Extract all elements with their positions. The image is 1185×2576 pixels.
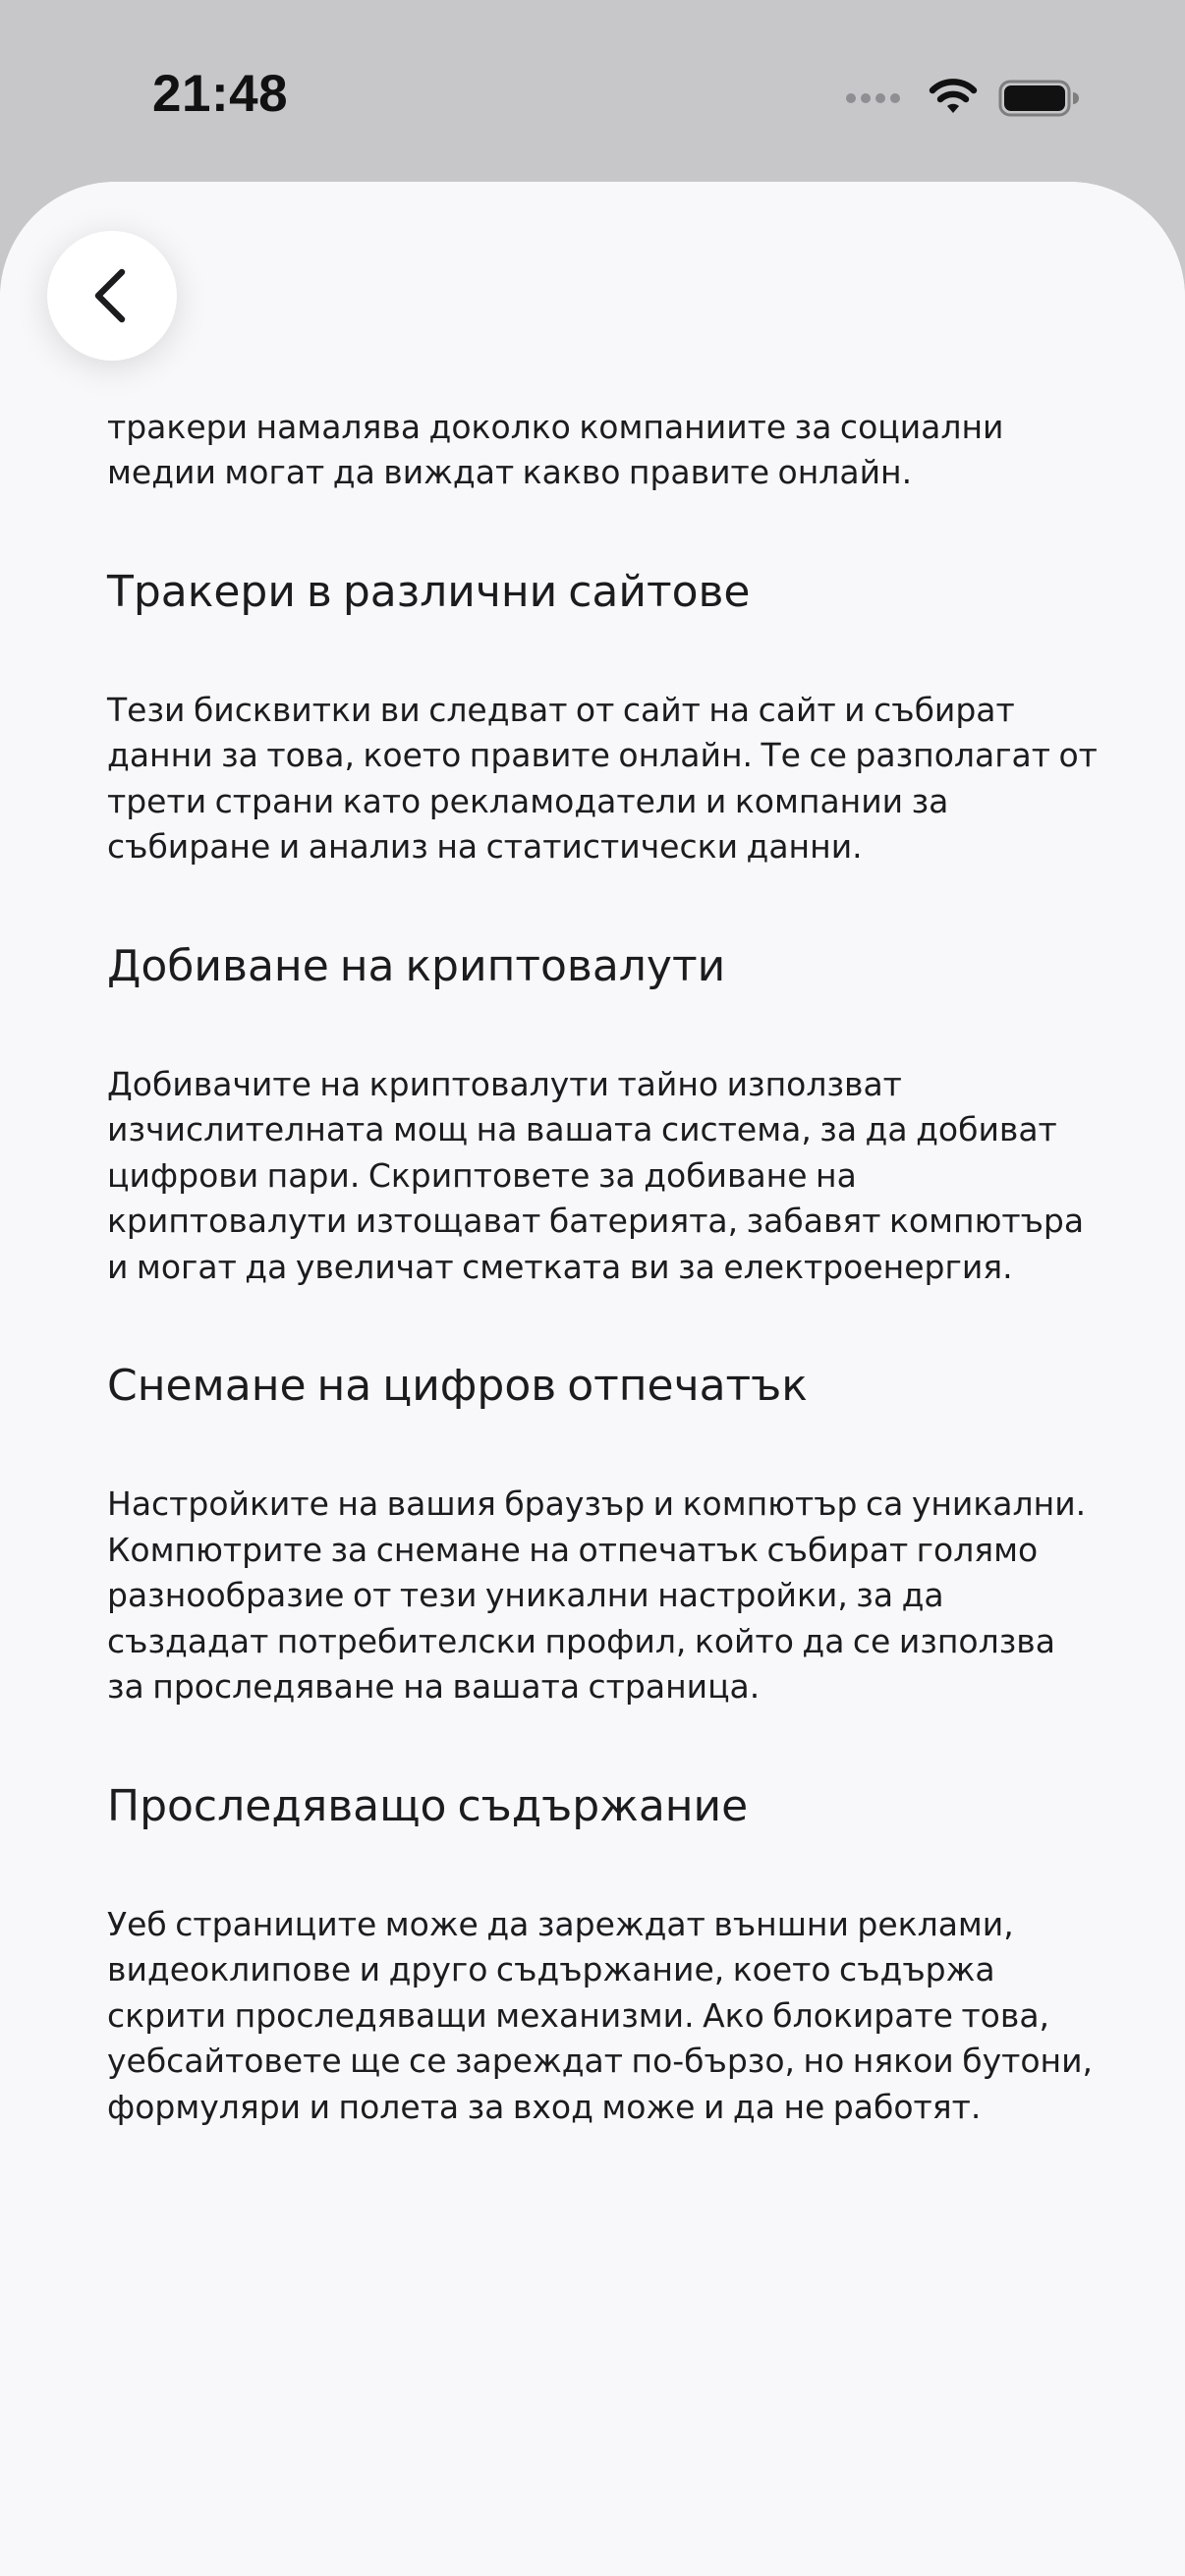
- section-heading-cryptominers: Добиване на криптовалути: [107, 940, 726, 991]
- status-time: 21:48: [152, 65, 289, 123]
- status-indicators: [845, 69, 1079, 128]
- cellular-signal-icon: [845, 92, 902, 104]
- section-heading-cross-site-trackers: Тракери в различни сайтове: [107, 566, 751, 617]
- section-body-cross-site-trackers: Тези бисквитки ви следват от сайт на сайт и събират данни за това, което правите онлайн. Те се разполагат от трети страни като рекламодатели и компании за събиране и анализ на статистически данни.: [107, 690, 1098, 866]
- status-bar: [0, 0, 1185, 187]
- content-scroll[interactable]: [107, 182, 1100, 2130]
- battery-icon: [998, 80, 1079, 117]
- section-body-tracking-content: Уеб страниците може да зареждат външни реклами, видеоклипове и друго съдържание, което съдържа скрити проследяващи механизми. Ако блокирате това, уебсайтовете ще се зареждат по-бързо, но някои бутони, формуляри и полета за вход може и да не работят.: [107, 1904, 1094, 2126]
- section-heading-tracking-content: Проследяващо съдържание: [107, 1780, 749, 1831]
- section-body-cryptominers: Добивачите на криптовалути тайно използват изчислителната мощ на вашата система, за да добиват цифрови пари. Скриптовете за добиване на криптовалути изтощават батерията, забавят компютъра и могат да увеличат сметката ви за електроенергия.: [107, 1064, 1085, 1286]
- chevron-left-icon: [88, 266, 136, 325]
- detail-sheet: [0, 182, 1185, 2576]
- back-button[interactable]: [47, 231, 177, 361]
- section-body-fingerprinters: Настройките на вашия браузър и компютър са уникални. Компютрите за снемане на отпечатък събират голямо разнообразие от тези уникални настройки, за да създадат потребителски профил, който да се използва за проследяване на вашата страница.: [107, 1484, 1087, 1706]
- intro-paragraph: тракери намалява доколко компаниите за социални медии могат да виждат какво правите онлайн.: [107, 407, 1004, 491]
- wifi-icon: [928, 79, 979, 118]
- top-fade: [0, 182, 1185, 399]
- section-heading-fingerprinters: Снемане на цифров отпечатък: [107, 1361, 808, 1411]
